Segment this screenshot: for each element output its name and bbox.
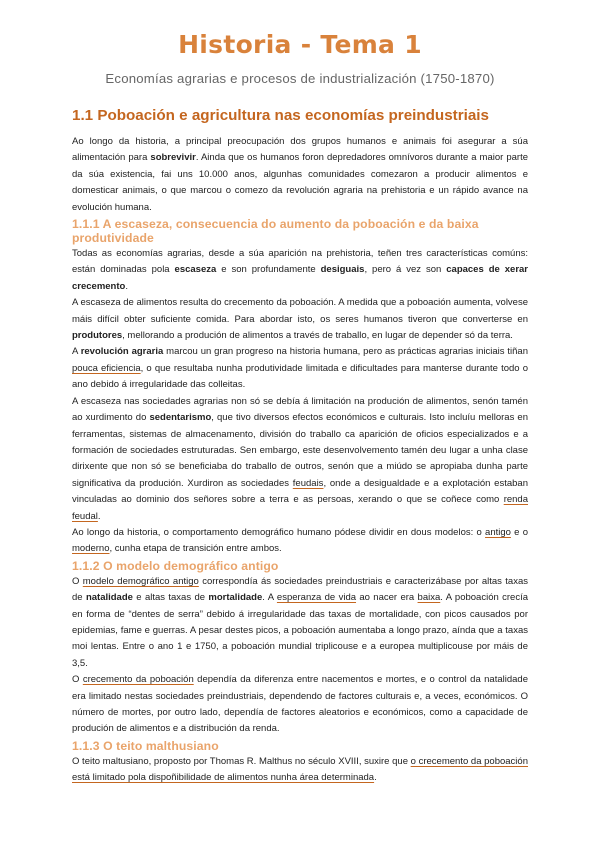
section-heading: 1.1 Poboación e agricultura nas economías preindustriais	[72, 107, 489, 124]
paragraph: O teito maltusiano, proposto por Thomas R. Malthus no século XVIII, suxire que o crecemento da poboación está limitado pola dispoñibilidade de alimentos nunha área determinada.	[72, 755, 528, 784]
subsection-heading-modelo: 1.1.2 O modelo demográfico antigo	[72, 558, 279, 573]
document-subtitle: Economías agrarias e procesos de industrialización (1750-1870)	[105, 71, 495, 86]
paragraph: Ao longo da historia, o comportamento demográfico humano pódese dividir en dous modelos: o antigo e o moderno, cunha etapa de transición entre ambos.	[72, 526, 528, 555]
paragraph: O crecemento da poboación dependía da diferenza entre nacementos e mortes, e o control da natalidade era limitado nestas sociedades preindustriais, dependendo de factores culturais e, a veces, económicos. O número de mortes, por outro lado, dependía de factores aleatorios e económicos, como a capacidade de produción de alimentos e a distribución da renda.	[72, 674, 528, 735]
subsection-heading-teito: 1.1.3 O teito malthusiano	[72, 738, 219, 753]
paragraph: A revolución agraria marcou un gran progreso na historia humana, pero as prácticas agrarias iniciais tiñan pouca eficiencia, o que resultaba nunha produtividade limitada e dificultades para manterse durante todo o ano debido á irregularidade das colleitas.	[72, 346, 528, 391]
paragraph: Todas as economías agrarias, desde a súa aparición na prehistoria, teñen tres características comúns: están dominadas pola escaseza e son profundamente desiguais, pero á vez son capaces de xerar crecemento.	[72, 248, 528, 292]
subsection-heading-escaseza: 1.1.1 A escaseza, consecuencia do aumento da poboación e da baixa produtividade	[72, 217, 479, 246]
paragraph: O modelo demográfico antigo correspondía ás sociedades preindustriais e caracterizábase por altas taxas de natalidade e altas taxas de mortalidade. A esperanza de vida ao nacer era baixa. A poboación crecía en forma de “dentes de serra” debido á irregularidade das taxas de mortalidade, con picos causados por epidemias, fame e guerras. A pesar destes picos, a poboación aumentaba a longo prazo, aínda que a taxas moi lentas. Entre o ano 1 e 1750, a poboación mundial triplicouse e a europea multiplicouse por máis de 3,5.	[72, 575, 529, 669]
document-title: Historia - Tema 1	[178, 30, 422, 59]
paragraph: A escaseza nas sociedades agrarias non só se debía á limitación na produción de alimentos, senón tamén ao xurdimento do sedentarismo, que tivo diversos efectos económicos e culturais. Isto incluíu melloras en ferramentas, sistemas de almacenamento, división do traballo ca aparición de oficios especializados e a formación de sociedades estruturadas. Sen embargo, este desenvolvemento tamén deu lugar a unha clase dirixente que non só se beneficiaba do traballo de outros, senón que a miúdo se apropiaba dunha parte significativa da produción. Xurdiron as sociedades feudais, onde a desigualdade e a explotación estaban vinculadas ao dominio dos señores sobre a terra e as persoas, xerando o que se coñece como renda feudal.	[72, 395, 528, 522]
intro-paragraph: Ao longo da historia, a principal preocupación dos grupos humanos e animais foi asegurar a súa alimentación para sobrevivir. Ainda que os humanos foron depredadores omnívoros durante a maior parte da súa existencia, fai uns 10.000 anos, algunhas comunidades comezaron a producir alimentos e domesticar animais, o que marcou o comezo da revolución agraria na prehistoria e un rápido avance na evolución humana.	[72, 136, 528, 213]
paragraph: A escaseza de alimentos resulta do crecemento da poboación. A medida que a poboación aumenta, volvese máis difícil obter suficiente comida. Para abordar isto, os seres humanos tiveron que converterse en produtores, mellorando a produción de alimentos a través de traballo, en lugar de depender só da terra.	[72, 297, 528, 342]
